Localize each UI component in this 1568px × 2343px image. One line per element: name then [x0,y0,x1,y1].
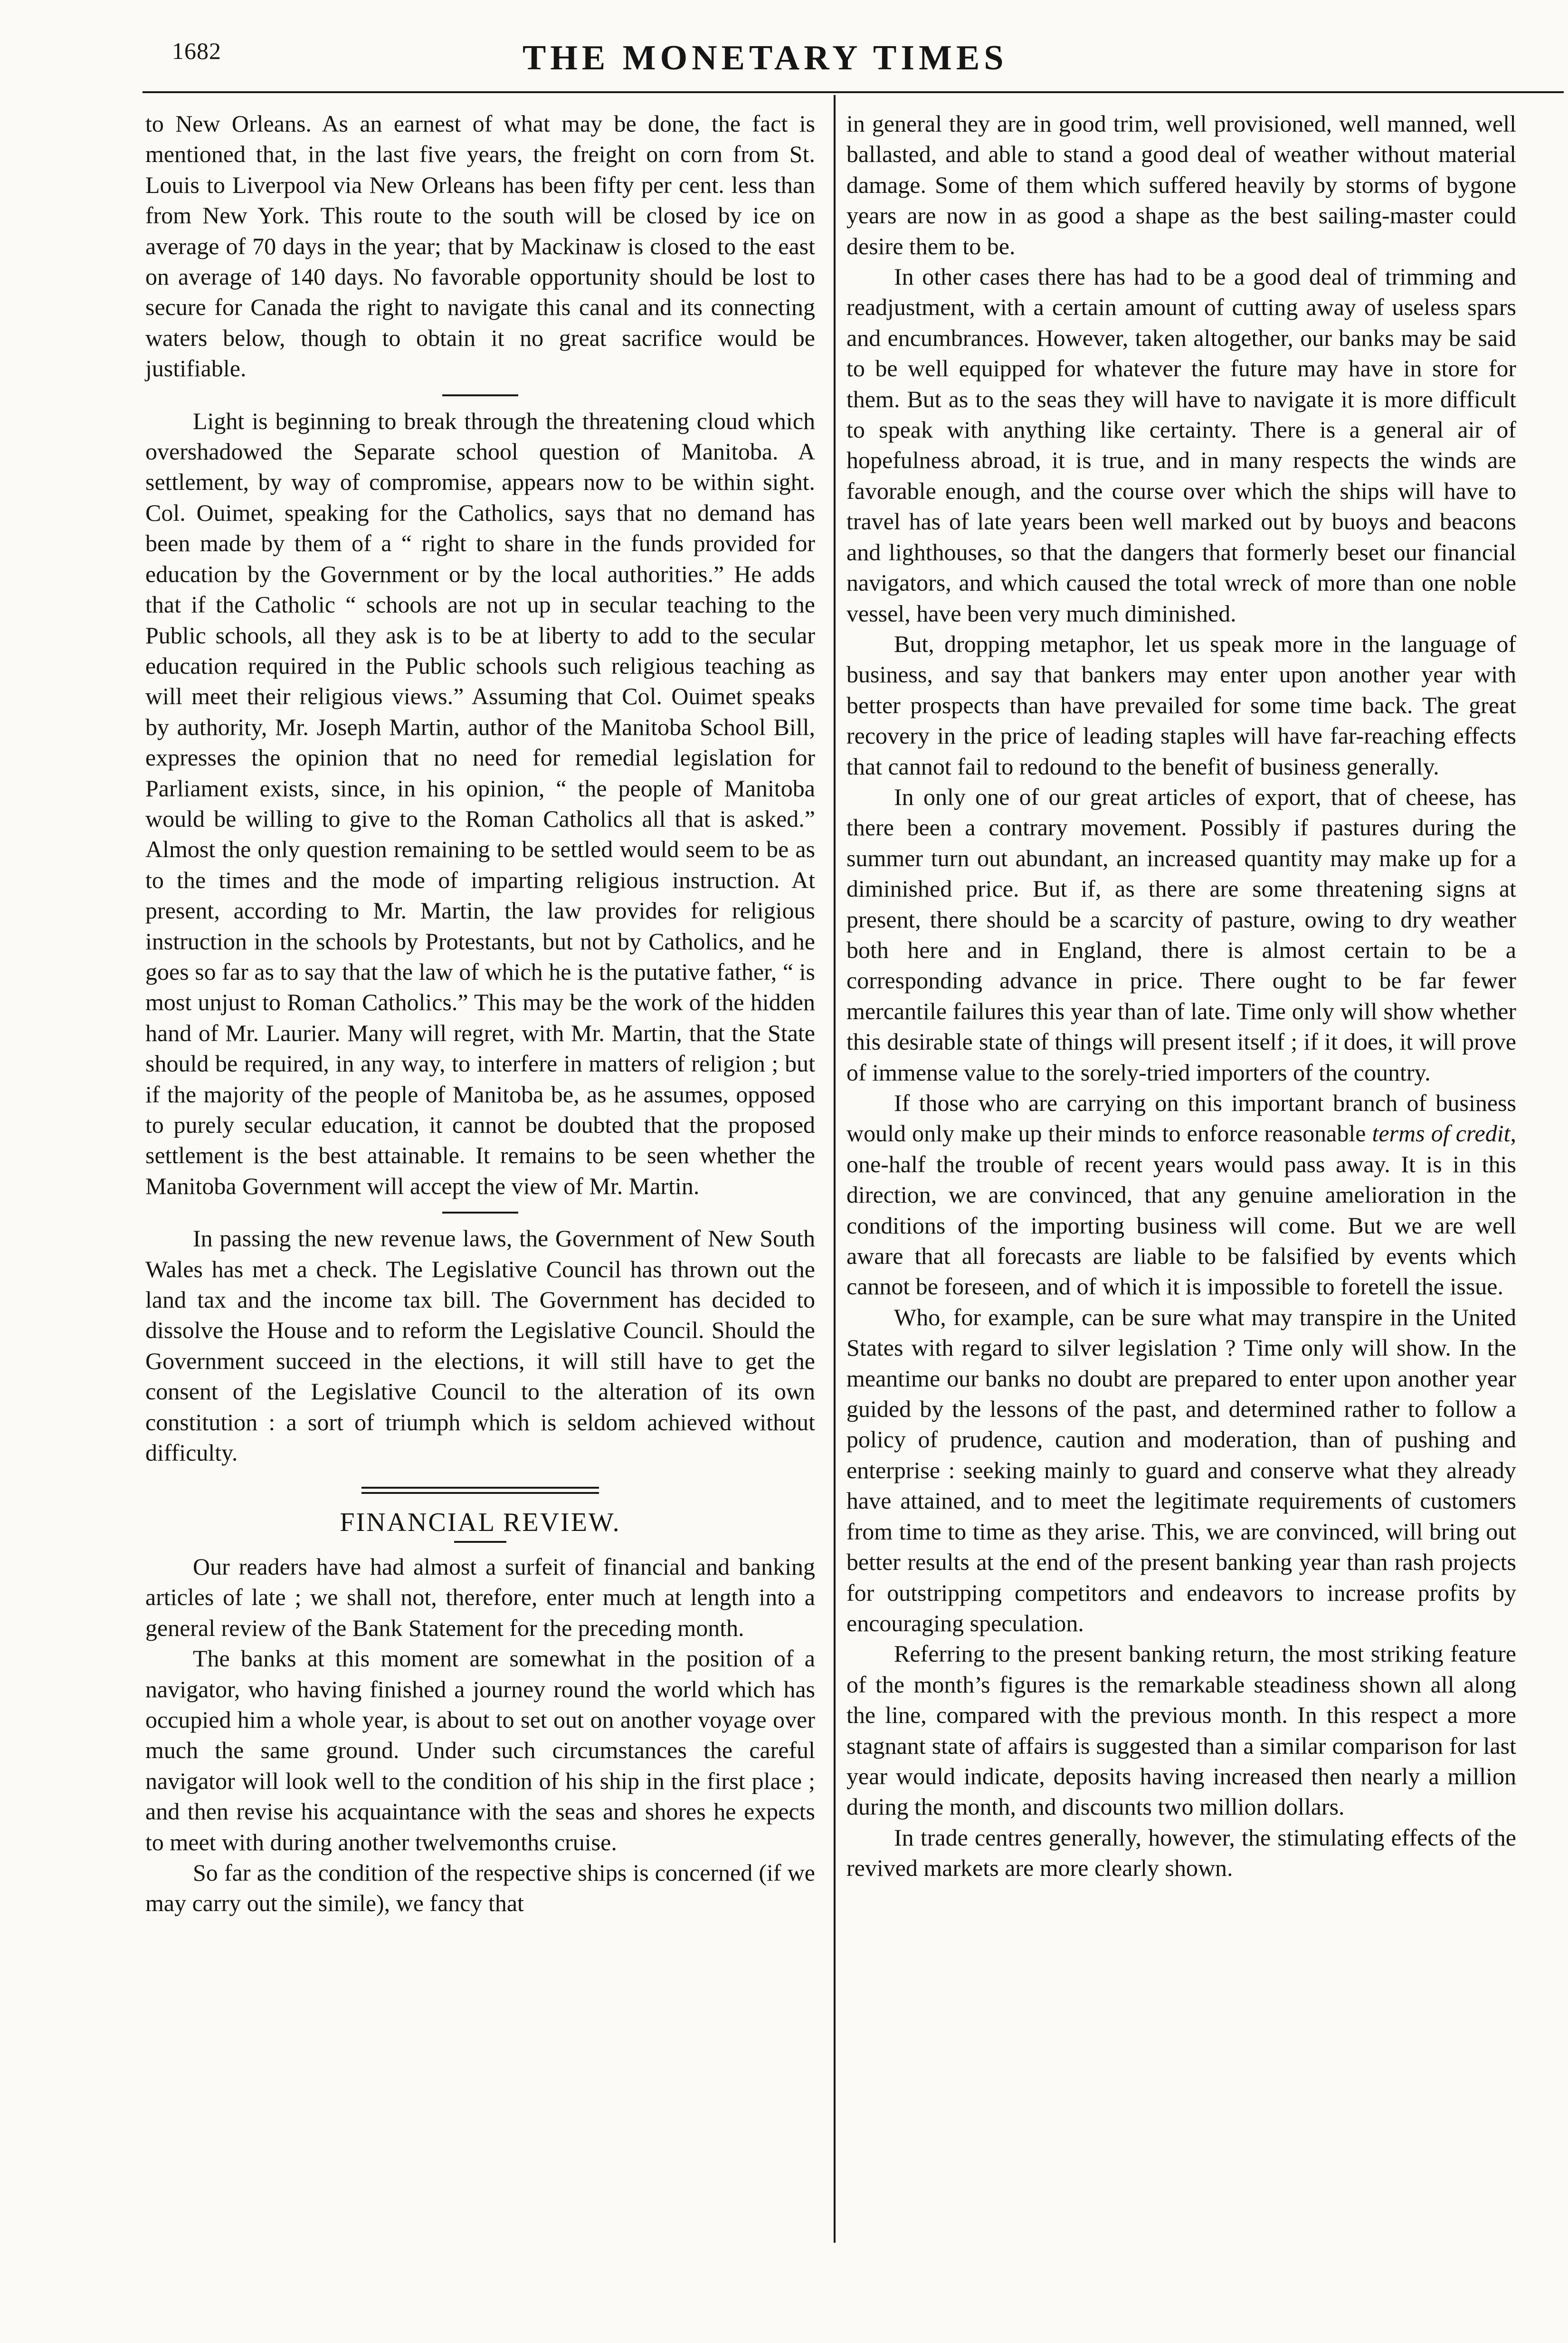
paragraph-silver-legislation: Who, for example, can be sure what may transpire in the United States with regard to silver legislation ? Time only will show. In the meantime our banks no doubt are prepared to enter upon another year guided by the lessons of the past, and determined rather to follow a policy of prudence, caution and moderation, than of pushing and enterprise : seeking mainly to guard and conserve what they already have attained, and to meet the legitimate requirements of customers from time to time as they arise. This, we are convinced, will bring out better results at the end of the present banking year than rash projects for outstripping competitors and endeavors to increase profits by encouraging speculation. [846,1303,1516,1636]
title-rule [454,1541,506,1543]
paragraph-financial-intro: Our readers have had almost a surfeit of financial and banking articles of late ; we shall not, therefore, enter much at length into a general review of the Bank Statement for the preceding month. [145,1553,815,1641]
masthead: THE MONETARY TIMES [523,38,1008,77]
text-segment: , one-half the trouble of recent years would pass away. It is in this direction, we are convinced, that any genuine amelioration in the conditions of the importing business will come. But we are well aware that all forecasts are liable to be falsified by events which cannot be foreseen, and of which it is impossible to foretell the issue. [846,1120,1516,1300]
paragraph-trade-centres: In trade centres generally, however, the stimulating effects of the revived markets are more clearly shown. [846,1824,1516,1882]
section-title: FINANCIAL REVIEW. [340,1508,621,1538]
right-column [846,108,1516,1884]
column-divider [834,95,836,2243]
section-double-rule [361,1487,599,1494]
paragraph-good-trim: in general they are in good trim, well provisioned, well manned, well ballasted, and able to stand a good deal of weather without material damage. Some of them which suffered heavily by storms of bygone years are now in as good a shape as the best sailing-master could desire them to be. [846,110,1516,259]
page-number: 1682 [172,38,221,64]
paragraph-cheese-export: In only one of our great articles of export, that of cheese, has there been a contrary movement. Possibly if pastures during the summer turn out abundant, an increased quantity may make up for a diminished price. But if, as there are some threatening signs at present, there should be a scarcity of pasture, owing to dry weather both here and in England, there is almost certain to be a corresponding advance in price. There ought to be far fewer mercantile failures this year than of late. Time only will show whether this desirable state of things will present itself ; if it does, it will prove of immense value to the sorely-tried importers of the country. [846,783,1516,1086]
left-column [145,108,815,1919]
paragraph-language-of-business: But, dropping metaphor, let us speak more in the language of business, and say that bankers may enter upon another year with better prospects than have prevailed for some time back. The great recovery in the price of leading staples will have far-reaching effects that cannot fail to redound to the benefit of business generally. [846,630,1516,780]
text-segment: If those who are carrying on this important branch of business would only make up their minds to enforce reasonable [846,1090,1516,1147]
paragraph-banking-return: Referring to the present banking return, the most striking feature of the month’s figures is the remarkable steadiness shown all along the line, compared with the previous month. In this respect a more stagnant state of affairs is suggested than a similar comparison for last year would indicate, deposits having increased then nearly a million during the month, and discounts two million dollars. [846,1640,1516,1820]
paragraph-readjustment: In other cases there has had to be a good deal of trimming and readjustment, with a certain amount of cutting away of useless spars and encumbrances. However, taken altogether, our banks may be said to be well equipped for whatever the future may have in store for them. But as to the seas they will have to navigate it is more difficult to speak with anything like certainty. There is a general air of hopefulness abroad, it is true, and in many respects the winds are favorable enough, and the course over which the ships will have to travel has of late years been well marked out by buoys and beacons and lighthouses, so that the dangers that formerly beset our financial navigators, and which caused the total wreck of more than one noble vessel, have been very much diminished. [846,263,1516,627]
header-rule [143,91,1564,93]
emphasis-terms-of-credit: terms of credit [1372,1120,1511,1147]
separator-rule [442,1212,518,1214]
separator-rule [442,394,518,396]
paragraph-terms-of-credit [846,1088,1516,1302]
paragraph-manitoba-schools: Light is beginning to break through the threatening cloud which overshadowed the Separate school question of Manitoba. A settlement, by way of compromise, appears now to be within sight. Col. Ouimet, speaking for the Catholics, says that no demand has been made by them of a “ right to share in the funds provided for education by the Government or by the local authorities.” He adds that if the Catholic “ schools are not up in secular teaching to the Public schools, all they ask is to be at liberty to add to the secular education required in the Public schools such religious teaching as will meet their religious views.” Assuming that Col. Ouimet speaks by authority, Mr. Joseph Martin, author of the Manitoba School Bill, expresses the opinion that no need for remedial legislation for Parliament exists, since, in his opinion, “ the people of Manitoba would be willing to give to the Roman Catholics all that is asked.” Almost the only question remaining to be settled would seem to be as to the times and the mode of imparting religious instruction. At present, according to Mr. Martin, the law provides for religious instruction in the schools by Protestants, but not by Catholics, and he goes so far as to say that the law of which he is the putative father, “ is most unjust to Roman Catholics.” This may be the work of the hidden hand of Mr. Laurier. Many will regret, with Mr. Martin, that the State should be required, in any way, to interfere in matters of religion ; but if the majority of the people of Manitoba be, as he assumes, opposed to purely secular education, it cannot be doubted that the proposed settlement is the best attainable. It remains to be seen whether the Manitoba Government will accept the view of Mr. Martin. [145,407,815,1199]
paragraph-new-south-wales: In passing the new revenue laws, the Government of New South Wales has met a check. The Legislative Council has thrown out the land tax and the income tax bill. The Government has decided to dissolve the House and to reform the Legislative Council. Should the Government succeed in the elections, it will still have to get the consent of the Legislative Council to the alteration of its own constitution : a sort of triumph which is seldom achieved without difficulty. [145,1225,815,1466]
paragraph-canal-route: to New Orleans. As an earnest of what may be done, the fact is mentioned that, in the last five years, the freight on corn from St. Louis to Liverpool via New Orleans has been fifty per cent. less than from New York. This route to the south will be closed by ice on average of 70 days in the year; that by Mackinaw is closed to the east on average of 140 days. No favorable opportunity should be lost to secure for Canada the right to navigate this canal and its connecting waters below, though to obtain it no great sacrifice would be justifiable. [145,110,815,382]
paragraph-navigator: The banks at this moment are somewhat in the position of a navigator, who having finished a journey round the world which has occupied him a whole year, is about to set out on another voyage over much the same ground. Under such circumstances the careful navigator will look well to the condition of his ship in the first place ; and then revise his acquaintance with the seas and shores he expects to meet with during another twelvemonths cruise. [145,1645,815,1855]
paragraph-ships-condition: So far as the condition of the respective ships is concerned (if we may carry out the simile), we fancy that [145,1859,815,1917]
